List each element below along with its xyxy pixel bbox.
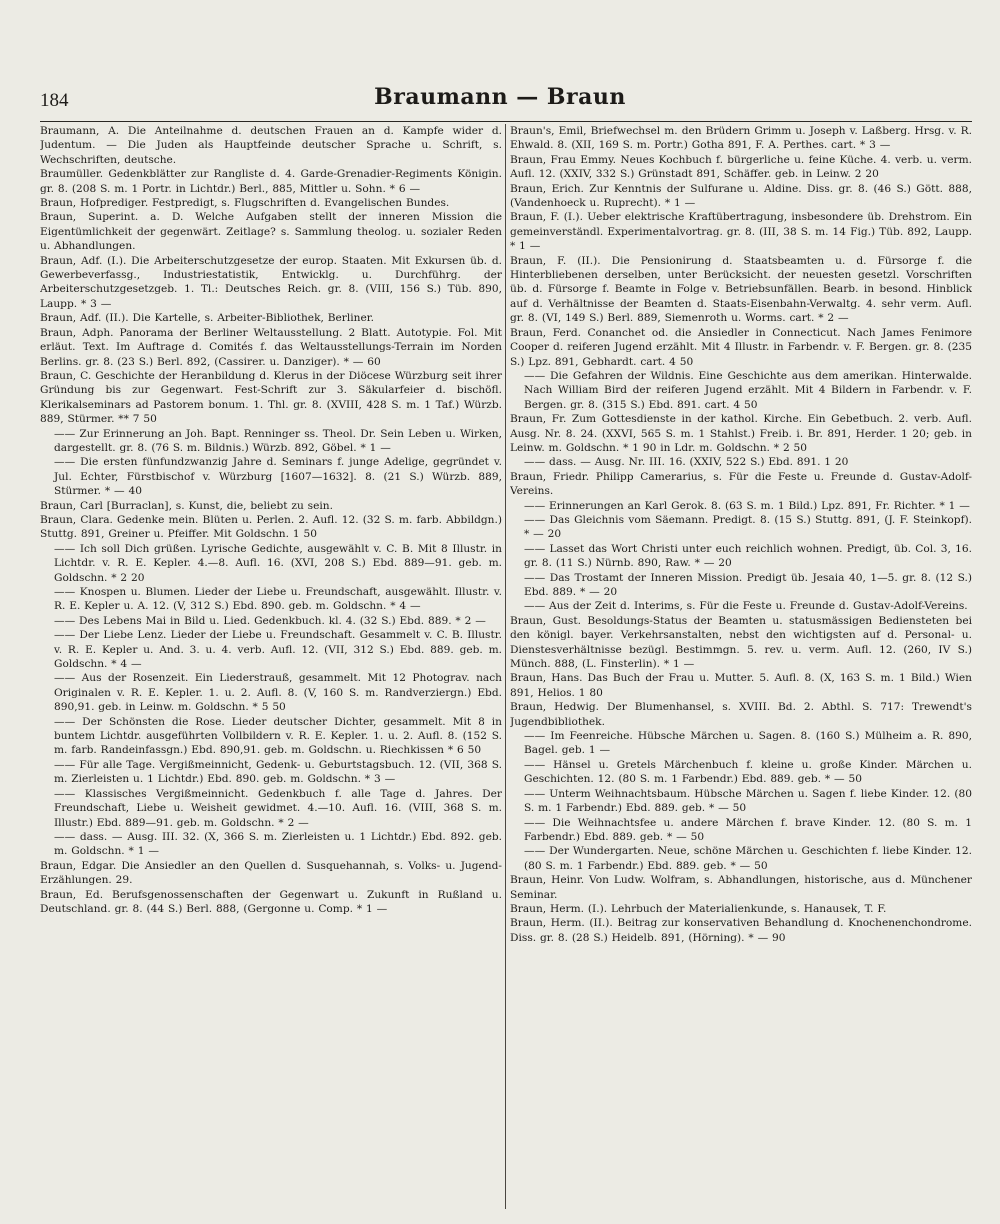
bibliography-entry: —— Der Schönsten die Rose. Lieder deutscher Dichter, gesammelt. Mit 8 in buntem Lichtdr. ausgeführten Vollbildern v. R. E. Kepler. 1. u. 2. Aufl. 8. (152 S. m. farb. Randeinfassgn.) Ebd. 890,91. geb. m. Goldschn. u. Riechkissen * 6 50 <box>54 715 502 757</box>
bibliography-entry: —— Zur Erinnerung an Joh. Bapt. Renninger ss. Theol. Dr. Sein Leben u. Wirken, dargestellt. gr. 8. (76 S. m. Bildnis.) Würzb. 892, Göbel. * 1 — <box>54 427 502 454</box>
bibliography-entry: —— dass. — Ausg. III. 32. (X, 366 S. m. Zierleisten u. 1 Lichtdr.) Ebd. 892. geb. m. Goldschn. * 1 — <box>54 830 502 858</box>
bibliography-entry: Braun, Carl [Burraclan], s. Kunst, die, beliebt zu sein. <box>40 499 333 512</box>
bibliography-entry: Braun, Heinr. Von Ludw. Wolfram, s. Abhandlungen, historische, aus d. Münchener Seminar. <box>510 874 972 901</box>
page-number: 184 <box>40 90 69 111</box>
bibliography-entry: —— Hänsel u. Gretels Märchenbuch f. kleine u. große Kinder. Märchen u. Geschichten. 12. (80 S. m. 1 Farbendr.) Ebd. 889. geb. * — 50 <box>524 758 972 786</box>
column-divider <box>505 124 506 1209</box>
bibliography-entry: —— Erinnerungen an Karl Gerok. 8. (63 S. m. 1 Bild.) Lpz. 891, Fr. Richter. * 1 — <box>524 499 970 512</box>
bibliography-entry: —— Der Wundergarten. Neue, schöne Märchen u. Geschichten f. liebe Kinder. 12. (80 S. m. 1 Farbendr.) Ebd. 889. geb. * — 50 <box>524 845 972 872</box>
bibliography-entry: —— Lasset das Wort Christi unter euch reichlich wohnen. Predigt, üb. Col. 3, 16. gr. 8. (11 S.) Nürnb. 890, Raw. * — 20 <box>524 542 972 570</box>
bibliography-entry: —— Ich soll Dich grüßen. Lyrische Gedichte, ausgewählt v. C. B. Mit 8 Illustr. in Lichtdr. v. R. E. Kepler. 4.—8. Aufl. 16. (XVI, 208 S.) Ebd. 889—91. geb. m. Goldschn. * 2 20 <box>54 542 502 584</box>
bibliography-entry: Braun, Adf. (II.). Die Kartelle, s. Arbeiter-Bibliothek, Berliner. <box>40 312 374 325</box>
bibliography-entry: Braun, Hans. Das Buch der Frau u. Mutter. 5. Aufl. 8. (X, 163 S. m. 1 Bild.) Wien 891, Helios. 1 80 <box>510 672 972 699</box>
bibliography-entry: Braun, Ferd. Conanchet od. die Ansiedler in Connecticut. Nach James Fenimore Cooper d. reiferen Jugend erzählt. Mit 4 Illustr. in Farbendr. v. F. Bergen. gr. 8. (235 S.) Lpz. 891, Gebhardt. cart. 4 50 <box>510 326 972 368</box>
bibliography-entry: —— Aus der Zeit d. Interims, s. Für die Feste u. Freunde d. Gustav-Adolf-Vereins. <box>524 600 968 613</box>
bibliography-entry: —— Die ersten fünfundzwanzig Jahre d. Seminars f. junge Adelige, gegründet v. Jul. Echter, Fürstbischof v. Würzburg [1607—1632]. 8. (21 S.) Würzb. 889, Stürmer. * — 40 <box>54 456 502 498</box>
bibliography-entry: —— dass. — Ausg. Nr. III. 16. (XXIV, 522 S.) Ebd. 891. 1 20 <box>524 456 849 469</box>
bibliography-entry: —— Knospen u. Blumen. Lieder der Liebe u. Freundschaft, ausgewählt. Illustr. v. R. E. Kepler u. A. 12. (V, 312 S.) Ebd. 890. geb. m. Goldschn. * 4 — <box>54 586 502 613</box>
bibliography-entry: Braun, Superint. a. D. Welche Aufgaben stellt der inneren Mission die Eigentümlichkeit der gegenwärt. Zeitlage? s. Sammlung theolog. u. sozialer Reden u. Abhandlungen. <box>40 211 502 253</box>
bibliography-entry: —— Klassisches Vergißmeinnicht. Gedenkbuch f. alle Tage d. Jahres. Der Freundschaft, Liebe u. Weisheit gewidmet. 4.—10. Aufl. 16. (VIII, 368 S. m. Illustr.) Ebd. 889—91. geb. m. Goldschn. * 2 — <box>54 787 502 829</box>
bibliography-entry: —— Aus der Rosenzeit. Ein Liederstrauß, gesammelt. Mit 12 Photograv. nach Originalen v. R. E. Kepler. 1. u. 2. Aufl. 8. (V, 160 S. m. Randverziergn.) Ebd. 890,91. geb. in Leinw. m. Goldschn. * 5 50 <box>54 672 502 714</box>
bibliography-entry: Braun, F. (I.). Ueber elektrische Kraftübertragung, insbesondere üb. Drehstrom. Ein gemeinverständl. Experimentalvortrag. gr. 8. (III, 38 S. m. 14 Fig.) Tüb. 892, Laupp. * 1 — <box>510 211 972 253</box>
bibliography-entry: Braun, Clara. Gedenke mein. Blüten u. Perlen. 2. Aufl. 12. (32 S. m. farb. Abbildgn.) Stuttg. 891, Greiner u. Pfeiffer. Mit Goldschn. 1 50 <box>40 513 502 541</box>
bibliography-entry: —— Im Feenreiche. Hübsche Märchen u. Sagen. 8. (160 S.) Mülheim a. R. 890, Bagel. geb. 1 — <box>524 730 972 757</box>
bibliography-entry: Braun, Frau Emmy. Neues Kochbuch f. bürgerliche u. feine Küche. 4. verb. u. verm. Aufl. 12. (XXIV, 332 S.) Grünstadt 891, Schäffer. geb. in Leinw. 2 20 <box>510 153 972 181</box>
bibliography-entry: Braun, Adph. Panorama der Berliner Weltausstellung. 2 Blatt. Autotypie. Fol. Mit erläut. Text. Im Auftrage d. Comités f. das Weltausstellungs-Terrain im Norden Berlins. gr. 8. (23 S.) Berl. 892, (Cassirer. u. Danziger). * — 60 <box>40 326 502 368</box>
bibliography-entry: —— Unterm Weihnachtsbaum. Hübsche Märchen u. Sagen f. liebe Kinder. 12. (80 S. m. 1 Farbendr.) Ebd. 889. geb. * — 50 <box>524 787 972 815</box>
bibliography-entry: Braun, Herm. (I.). Lehrbuch der Materialienkunde, s. Hanausek, T. F. <box>510 902 887 915</box>
bibliography-entry: Braun, Fr. Zum Gottesdienste in der kathol. Kirche. Ein Gebetbuch. 2. verb. Aufl. Ausg. Nr. 8. 24. (XXVI, 565 S. m. 1 Stahlst.) Freib. i. Br. 891, Herder. 1 20; geb. in Leinw. m. Goldschn. * 1 90 in Ldr. m. Goldschn. * 2 50 <box>510 413 972 454</box>
bibliography-entry: Braun's, Emil, Briefwechsel m. den Brüdern Grimm u. Joseph v. Laßberg. Hrsg. v. R. Ehwald. 8. (XII, 169 S. m. Portr.) Gotha 891, F. A. Perthes. cart. * 3 — <box>510 125 972 152</box>
bibliography-entry: —— Für alle Tage. Vergißmeinnicht, Gedenk- u. Geburtstagsbuch. 12. (VII, 368 S. m. Zierleisten u. 1 Lichtdr.) Ebd. 890. geb. m. Goldschn. * 3 — <box>54 758 502 786</box>
right-column <box>510 124 972 1209</box>
bibliography-entry: Braun, Hedwig. Der Blumenhansel, s. XVIII. Bd. 2. Abthl. S. 717: Trewendt's Jugendbibliothek. <box>510 701 972 728</box>
bibliography-entry: —— Die Weihnachtsfee u. andere Märchen f. brave Kinder. 12. (80 S. m. 1 Farbendr.) Ebd. 889. geb. * — 50 <box>524 816 972 843</box>
bibliography-entry: Braun, Edgar. Die Ansiedler an den Quellen d. Susquehannah, s. Volks- u. Jugend-Erzählungen. 29. <box>40 859 502 887</box>
bibliography-entry: Braumann, A. Die Anteilnahme d. deutschen Frauen an d. Kampfe wider d. Judentum. — Die Juden als Hauptfeinde deutscher Sprache u. Schrift, s. Wechschriften, deutsche. <box>40 125 502 166</box>
bibliography-entry: —— Die Gefahren der Wildnis. Eine Geschichte aus dem amerikan. Hinterwalde. Nach William Bird der reiferen Jugend erzählt. Mit 4 Bildern in Farbendr. v. F. Bergen. gr. 8. (315 S.) Ebd. 891. cart. 4 50 <box>524 369 972 411</box>
bibliography-entry: Braun, Erich. Zur Kenntnis der Sulfurane u. Aldine. Diss. gr. 8. (46 S.) Gött. 888, (Vandenhoeck u. Ruprecht). * 1 — <box>510 182 972 210</box>
bibliography-entry: Braumüller. Gedenkblätter zur Rangliste d. 4. Garde-Grenadier-Regiments Königin. gr. 8. (208 S. m. 1 Portr. in Lichtdr.) Berl., 885, Mittler u. Sohn. * 6 — <box>40 168 502 195</box>
bibliography-entry: —— Der Liebe Lenz. Lieder der Liebe u. Freundschaft. Gesammelt v. C. B. Illustr. v. R. E. Kepler u. And. 3. u. 4. verb. Aufl. 12. (VII, 312 S.) Ebd. 889. geb. m. Goldschn. * 4 — <box>54 629 502 671</box>
bibliography-entry: Braun, C. Geschichte der Heranbildung d. Klerus in der Diöcese Würzburg seit ihrer Gründung bis zur Gegenwart. Fest-Schrift zur 3. Säkularfeier d. bischöfl. Klerikalseminars ad Pastorem bonum. 1. Thl. gr. 8. (XVIII, 428 S. m. 1 Taf.) Würzb. 889, Stürmer. ** 7 50 <box>40 369 502 426</box>
left-column <box>40 124 502 1209</box>
bibliography-entry: Braun, Friedr. Philipp Camerarius, s. Für die Feste u. Freunde d. Gustav-Adolf-Vereins. <box>510 470 972 498</box>
bibliography-entry: Braun, F. (II.). Die Pensionirung d. Staatsbeamten u. d. Fürsorge f. die Hinterbliebenen derselben, unter Berücksicht. der neuesten gesetzl. Vorschriften üb. d. Fürsorge f. Beamte in Folge v. Betriebsunfällen. Bearb. in besond. Hinblick auf d. Verhältnisse der Beamten d. Staats-Eisenbahn-Verwaltg. 4. sehr verm. Aufl. gr. 8. (VI, 149 S.) Berl. 889, Siemenroth u. Worms. cart. * 2 — <box>510 254 972 325</box>
running-head: Braumann — Braun <box>374 84 626 110</box>
bibliography-entry: —— Des Lebens Mai in Bild u. Lied. Gedenkbuch. kl. 4. (32 S.) Ebd. 889. * 2 — <box>54 614 486 627</box>
bibliography-entry: Braun, Adf. (I.). Die Arbeiterschutzgesetze der europ. Staaten. Mit Exkursen üb. d. Gewerbeverfassg., Industriestatistik, Entwicklg. u. Durchführg. der Arbeiterschutzgesetzgeb. 1. Tl.: Deutsches Reich. gr. 8. (VIII, 156 S.) Tüb. 890, Laupp. * 3 — <box>40 254 502 310</box>
bibliography-entry: Braun, Ed. Berufsgenossenschaften der Gegenwart u. Zukunft in Rußland u. Deutschland. gr. 8. (44 S.) Berl. 888, (Gergonne u. Comp. * 1 — <box>40 888 502 915</box>
bibliography-entry: —— Das Trostamt der Inneren Mission. Predigt üb. Jesaia 40, 1—5. gr. 8. (12 S.) Ebd. 889. * — 20 <box>524 571 972 598</box>
bibliography-entry: —— Das Gleichnis vom Säemann. Predigt. 8. (15 S.) Stuttg. 891, (J. F. Steinkopf). * — 20 <box>524 513 972 541</box>
bibliography-entry: Braun, Hofprediger. Festpredigt, s. Flugschriften d. Evangelischen Bundes. <box>40 197 450 210</box>
bibliography-entry: Braun, Herm. (II.). Beitrag zur konservativen Behandlung d. Knochenenchondrome. Diss. gr. 8. (28 S.) Heidelb. 891, (Hörning). * — 90 <box>510 917 972 944</box>
header-rule <box>40 121 972 122</box>
bibliography-entry: Braun, Gust. Besoldungs-Status der Beamten u. statusmässigen Bediensteten bei den königl. bayer. Verkehrsanstalten, nebst den wichtigsten auf d. Personal- u. Dienstesverhältnisse bezügl. Bestimmgn. 5. rev. u. verm. Aufl. 12. (260, IV S.) Münch. 888, (L. Finsterlin). * 1 — <box>510 614 972 671</box>
